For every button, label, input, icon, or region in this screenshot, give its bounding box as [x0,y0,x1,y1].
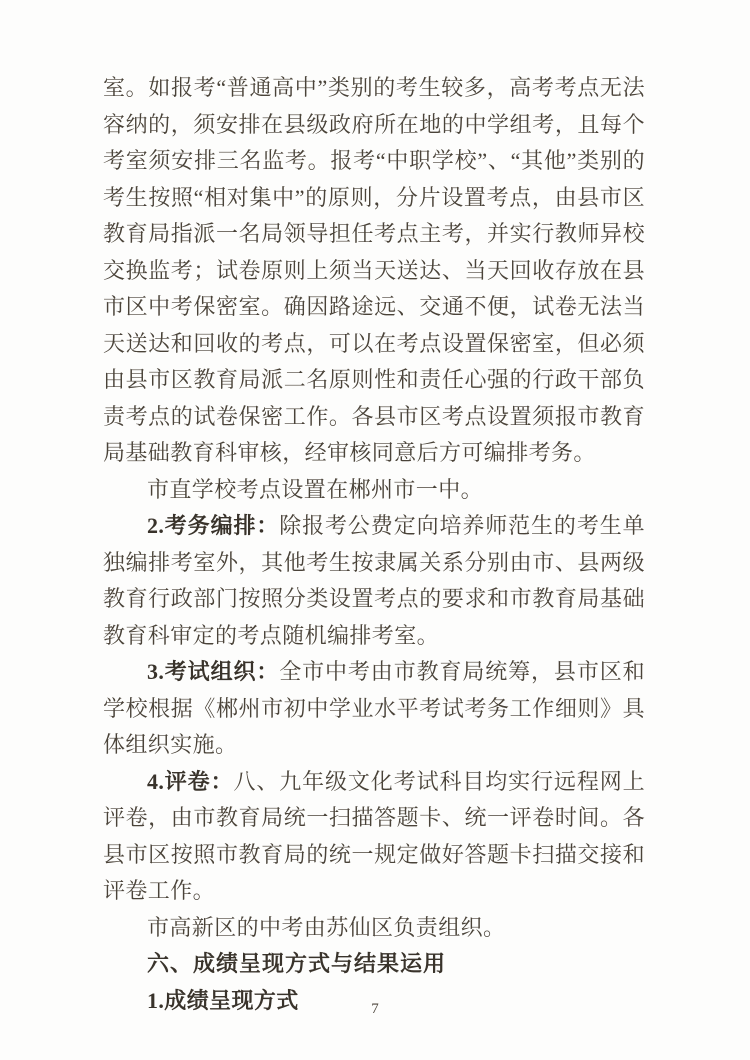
paragraph [103,764,645,910]
paragraph-text: 除报考公费定向培养师范生的考生单独编排考室外，其他考生按隶属关系分别由市、县两级教育行政部门按照分类设置考点的要求和市教育局基础教育科审定的考点随机编排考室。 [103,513,645,648]
paragraph-lead: 3.考试组织： [147,659,280,684]
paragraph [103,910,645,947]
paragraph-text: 八、九年级文化考试科目均实行远程网上评卷，由市教育局统一扫描答题卡、统一评卷时间。各县市区按照市教育局的统一规定做好答题卡扫描交接和评卷工作。 [103,768,645,903]
page-number: 7 [371,1001,379,1017]
paragraph-text: 市直学校考点设置在郴州市一中。 [147,476,484,502]
paragraph [103,654,645,764]
paragraph-text: 全市中考由市教育局统筹，县市区和学校根据《郴州市初中学业水平考试考务工作细则》具体组织实施。 [103,659,645,757]
paragraph-lead: 2.考务编排： [147,513,280,538]
paragraph [103,70,645,472]
section-heading: 六、成绩呈现方式与结果运用 [147,951,447,976]
paragraph [103,508,645,654]
subsection-heading: 1.成绩呈现方式 [147,987,299,1013]
paragraph-text: 市高新区的中考由苏仙区负责组织。 [147,914,506,940]
paragraph [103,472,645,509]
document-body [103,70,645,1019]
paragraph-text: 室。如报考“普通高中”类别的考生较多，高考考点无法容纳的，须安排在县级政府所在地的中学组考，且每个考室须安排三名监考。报考“中职学校”、“其他”类别的考生按照“相对集中”的原则，分片设置考点，由县市区教育局指派一名局领导担任考点主考，并实行教师异校交换监考；试卷原则上须当天送达、当天回收存放在县市区中考保密室。确因路途远、交通不便，试卷无法当天送达和回收的考点，可以在考点设置保密室，但必须由县市区教育局派二名原则性和责任心强的行政干部负责考点的试卷保密工作。各县市区考点设置须报市教育局基础教育科审核，经审核同意后方可编排考务。 [103,75,645,465]
paragraph-lead: 4.评卷： [147,768,234,794]
